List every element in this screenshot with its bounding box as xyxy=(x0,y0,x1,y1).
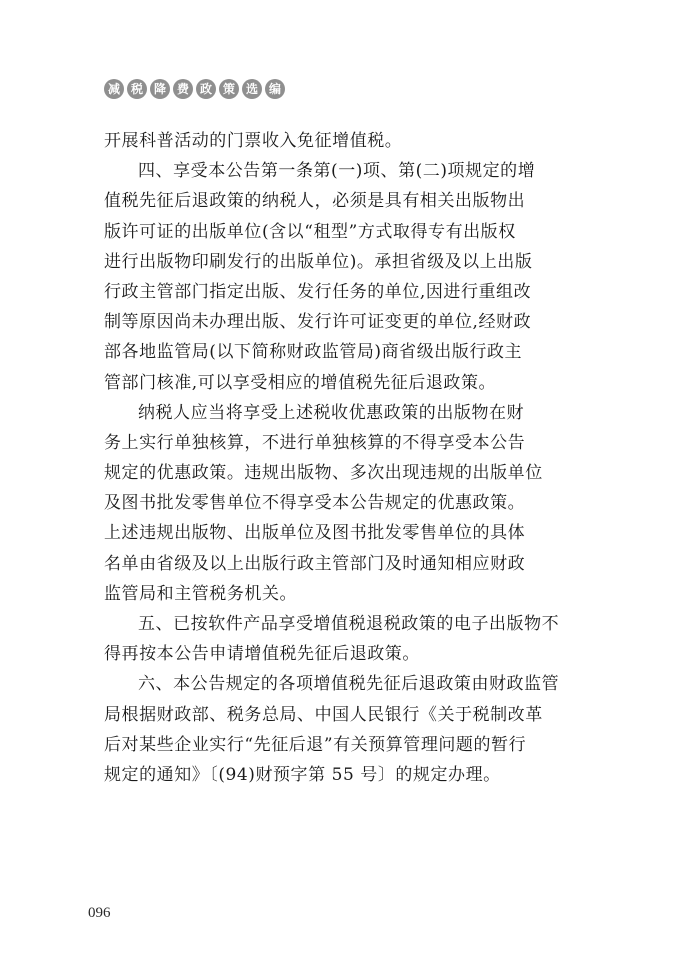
text-line: 四、享受本公告第一条第(一)项、第(二)项规定的增 xyxy=(138,161,536,182)
text-line: 开展科普活动的门票收入免征增值税。 xyxy=(104,131,403,151)
text-line: 得再按本公告申请增值税先征后退政策。 xyxy=(104,644,420,665)
text-line: 上述违规出版物、出版单位及图书批发零售单位的具体 xyxy=(104,523,526,544)
text-line: 务上实行单独核算，不进行单独核算的不得享受本公告 xyxy=(104,432,526,453)
text-line: 监管局和主管税务机关。 xyxy=(104,583,298,604)
text-line: 五、已按软件产品享受增值税退税政策的电子出版物不 xyxy=(138,614,560,634)
text-line: 局根据财政部、税务总局、中国人民银行《关于税制改革 xyxy=(104,704,543,725)
text-line: 规定的通知》〔(94)财预字第 55 号〕的规定办理。 xyxy=(104,764,501,785)
header-char-badge: 税 xyxy=(127,79,147,99)
text-line: 规定的优惠政策。违规出版物、多次出现违规的出版单位 xyxy=(104,463,543,484)
text-line: 及图书批发零售单位不得享受本公告规定的优惠政策。 xyxy=(104,493,526,514)
header-char-badge: 减 xyxy=(104,79,124,99)
text-line: 后对某些企业实行“先征后退”有关预算管理问题的暂行 xyxy=(104,734,527,755)
header-char-badge: 选 xyxy=(242,79,262,99)
text-line: 制等原因尚未办理出版、发行许可证变更的单位,经财政 xyxy=(104,312,532,333)
text-line: 管部门核准,可以享受相应的增值税先征后退政策。 xyxy=(104,372,497,393)
document-body xyxy=(104,126,570,790)
page-number: 096 xyxy=(88,905,111,921)
text-line: 名单由省级及以上出版行政主管部门及时通知相应财政 xyxy=(104,553,526,574)
header-char-badge: 编 xyxy=(265,79,285,99)
header-char-badge: 策 xyxy=(219,79,239,99)
text-line: 行政主管部门指定出版、发行任务的单位,因进行重组改 xyxy=(104,281,532,302)
text-line: 六、本公告规定的各项增值税先征后退政策由财政监管 xyxy=(138,674,560,695)
text-line: 部各地监管局(以下简称财政监管局)商省级出版行政主 xyxy=(104,342,523,363)
header-char-badge: 降 xyxy=(150,79,170,99)
header-char-badge: 政 xyxy=(196,79,216,99)
text-line: 纳税人应当将享受上述税收优惠政策的出版物在财 xyxy=(138,402,525,423)
header-char-badge: 费 xyxy=(173,79,193,99)
text-line: 值税先征后退政策的纳税人，必须是具有相关出版物出 xyxy=(104,191,526,212)
text-line: 版许可证的出版单位(含以“租型”方式取得专有出版权 xyxy=(104,221,516,242)
text-line: 进行出版物印刷发行的出版单位)。承担省级及以上出版 xyxy=(104,251,533,272)
book-series-header xyxy=(104,79,285,99)
